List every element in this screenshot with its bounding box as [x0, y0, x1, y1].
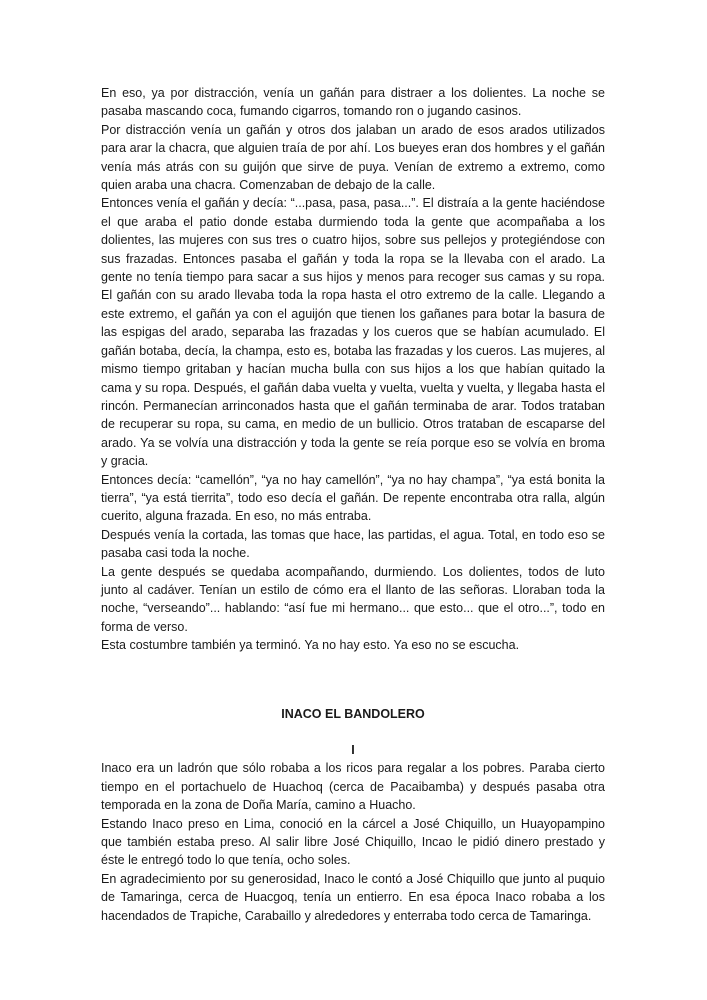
- document-page: [101, 84, 605, 925]
- paragraph-velorio-gañan-intro: En eso, ya por distracción, venía un gañán para distraer a los dolientes. La noche se pasaba mascando coca, fumando cigarros, tomando ron o jugando casinos.: [101, 86, 605, 119]
- section-spacer: [101, 655, 605, 705]
- section-title: INACO EL BANDOLERO: [281, 706, 425, 721]
- paragraph-camellon: Entonces decía: “camellón”, “ya no hay camellón”, “ya no hay champa”, “ya está bonita la tierra”, “ya está tierrita”, todo eso decía el gañán. De repente encontraba otra ralla, algún cuerito, alguna frazada. En eso, no más entraba.: [101, 472, 605, 524]
- paragraph-costumbre-terminada: Esta costumbre también ya terminó. Ya no hay esto. Ya eso no se escucha.: [101, 638, 520, 653]
- paragraph-inaco-ladron: Inaco era un ladrón que sólo robaba a los ricos para regalar a los pobres. Paraba cierto tiempo en el portachuelo de Huachoq (cerca de Pacaibamba) y después pasaba otra temporada en la zona de Doña María, camino a Huacho.: [101, 761, 605, 813]
- paragraph-arado-distraccion: Por distracción venía un gañán y otros dos jalaban un arado de esos arados utilizados para arar la chacra, que alguien traía de por ahí. Los bueyes eran dos hombres y el gañán venía más atrás con su guijón que sirve de puya. Venían de extremo a extremo, como quien araba una chacra. Comenzaban de debajo de la calle.: [101, 122, 605, 193]
- paragraph-inaco-preso: Estando Inaco preso en Lima, conoció en la cárcel a José Chiquillo, un Huayopampino que también estaba preso. Al salir libre José Chiquillo, Incao le pidió dinero prestado y éste le entregó todo lo que tenía, ocho soles.: [101, 816, 605, 868]
- paragraph-inaco-entierro: En agradecimiento por su generosidad, Inaco le contó a José Chiquillo que junto al puquio de Tamaringa, cerca de Huacgoq, tenía un entierro. En esa época Inaco robaba a los hacendados de Trapiche, Carabaillo y alrededores y enterraba todo cerca de Tamaringa.: [101, 871, 605, 923]
- paragraph-gañan-pasa: Entonces venía el gañán y decía: “...pasa, pasa, pasa...”. El distraía a la gente haciéndose el que araba el patio donde estaba durmiendo toda la gente que acompañaba a los dolientes, las mujeres con sus tres o cuatro hijos, sobre sus pellejos y protegiéndose con sus frazadas. Entonces pasaba el gañán y toda la ropa se la llevaba con el arado. La gente no tenía tiempo para sacar a sus hijos y menos para recoger sus camas y su ropa. El gañán con su arado llevaba toda la ropa hasta el otro extremo de la calle. Llegando a este extremo, el gañán ya con el aguijón que tienen los gañanes para botar la basura de las espigas del arado, separaba las frazadas y los cueros que se habían acumulado. El gañán botaba, decía, la champa, esto es, botaba las frazadas y los cueros. Las mujeres, al mismo tiempo gritaban y hacían mucha bulla con sus hijos a los que habían quitado la cama y su ropa. Después, el gañán daba vuelta y vuelta, vuelta y vuelta, y llegaba hasta el rincón. Permanecían arrinconados hasta que el gañán terminaba de arar. Todos trataban de recuperar su ropa, su cama, en medio de un bullicio. Otros trataban de escaparse del arado. Ya se volvía una distracción y toda la gente se reía porque eso se volvía en broma y gracia.: [101, 196, 605, 469]
- paragraph-cortada: Después venía la cortada, las tomas que hace, las partidas, el agua. Total, en todo eso se pasaba casi toda la noche.: [101, 527, 605, 561]
- section-numeral: I: [351, 743, 355, 757]
- paragraph-llanto: La gente después se quedaba acompañando, durmiendo. Los dolientes, todos de luto junto al cadáver. Tenían un estilo de cómo era el llanto de las señoras. Lloraban toda la noche, “verseando”... hablando: “así fue mi hermano... que esto... que el otro...”, todo en forma de verso.: [101, 564, 605, 634]
